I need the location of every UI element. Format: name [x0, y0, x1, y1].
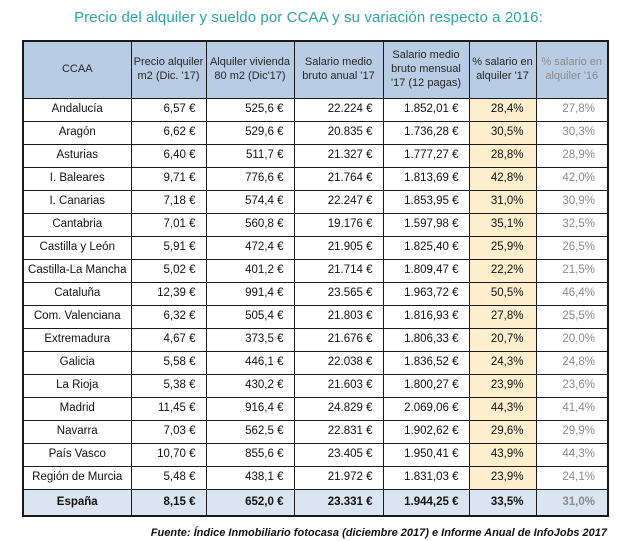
- cell-pct-2017: 22,2%: [469, 260, 536, 283]
- cell-alquiler-80m2: 505,4 €: [206, 306, 294, 329]
- cell-precio-m2: 12,39 €: [131, 283, 206, 306]
- cell-salario-anual: 23.331 €: [294, 490, 383, 517]
- cell-precio-m2: 5,58 €: [131, 352, 206, 375]
- cell-salario-mensual: 1.597,98 €: [383, 214, 469, 237]
- column-header-precio-alquiler-m2: Precio alquiler m2 (Dic. '17): [131, 41, 206, 99]
- cell-ccaa: Extremadura: [23, 329, 131, 352]
- cell-salario-anual: 21.972 €: [294, 467, 383, 490]
- table-row: [23, 237, 608, 260]
- cell-salario-mensual: 1.777,27 €: [383, 145, 469, 168]
- cell-ccaa: Asturias: [23, 145, 131, 168]
- cell-pct-2017: 27,8%: [469, 306, 536, 329]
- column-header-pct-salario-alquiler-16: % salario en alquiler '16: [536, 41, 608, 99]
- cell-ccaa: Andalucía: [23, 99, 131, 122]
- cell-precio-m2: 4,67 €: [131, 329, 206, 352]
- cell-alquiler-80m2: 373,5 €: [206, 329, 294, 352]
- cell-salario-mensual: 1.806,33 €: [383, 329, 469, 352]
- cell-ccaa: Cantabria: [23, 214, 131, 237]
- table-row: [23, 168, 608, 191]
- table-row: [23, 375, 608, 398]
- cell-pct-2017: 31,0%: [469, 191, 536, 214]
- cell-salario-anual: 22.224 €: [294, 99, 383, 122]
- cell-alquiler-80m2: 525,6 €: [206, 99, 294, 122]
- cell-salario-anual: 22.247 €: [294, 191, 383, 214]
- cell-ccaa: I. Canarias: [23, 191, 131, 214]
- cell-pct-2017: 30,5%: [469, 122, 536, 145]
- cell-pct-2017: 24,3%: [469, 352, 536, 375]
- cell-pct-2016: 21,5%: [536, 260, 608, 283]
- cell-pct-2017: 23,9%: [469, 467, 536, 490]
- cell-pct-2016: 23,6%: [536, 375, 608, 398]
- cell-alquiler-80m2: 652,0 €: [206, 490, 294, 517]
- table-row: [23, 191, 608, 214]
- cell-salario-anual: 21.603 €: [294, 375, 383, 398]
- cell-salario-anual: 21.714 €: [294, 260, 383, 283]
- cell-salario-mensual: 1.825,40 €: [383, 237, 469, 260]
- cell-salario-mensual: 1.902,62 €: [383, 421, 469, 444]
- cell-alquiler-80m2: 472,4 €: [206, 237, 294, 260]
- column-header-pct-salario-alquiler-17: % salario en alquiler '17: [469, 41, 536, 99]
- cell-precio-m2: 6,57 €: [131, 99, 206, 122]
- cell-salario-anual: 23.565 €: [294, 283, 383, 306]
- cell-precio-m2: 9,71 €: [131, 168, 206, 191]
- cell-ccaa: Cataluña: [23, 283, 131, 306]
- table-row: [23, 421, 608, 444]
- cell-alquiler-80m2: 562,5 €: [206, 421, 294, 444]
- cell-precio-m2: 7,18 €: [131, 191, 206, 214]
- cell-salario-mensual: 1.944,25 €: [383, 490, 469, 517]
- cell-pct-2016: 46,4%: [536, 283, 608, 306]
- cell-ccaa: Com. Valenciana: [23, 306, 131, 329]
- cell-salario-mensual: 1.800,27 €: [383, 375, 469, 398]
- table-row: [23, 352, 608, 375]
- column-header-ccaa: CCAA: [23, 41, 131, 99]
- cell-ccaa: Aragón: [23, 122, 131, 145]
- cell-ccaa: Castilla y León: [23, 237, 131, 260]
- table-row: [23, 260, 608, 283]
- cell-pct-2016: 24,1%: [536, 467, 608, 490]
- cell-pct-2017: 43,9%: [469, 444, 536, 467]
- cell-ccaa: Madrid: [23, 398, 131, 421]
- cell-alquiler-80m2: 511,7 €: [206, 145, 294, 168]
- table-row: [23, 145, 608, 168]
- cell-pct-2016: 44,3%: [536, 444, 608, 467]
- table-row: [23, 306, 608, 329]
- cell-precio-m2: 5,91 €: [131, 237, 206, 260]
- cell-pct-2016: 27,8%: [536, 99, 608, 122]
- cell-salario-anual: 20.835 €: [294, 122, 383, 145]
- cell-precio-m2: 10,70 €: [131, 444, 206, 467]
- table-row: [23, 122, 608, 145]
- cell-salario-mensual: 1.950,41 €: [383, 444, 469, 467]
- cell-precio-m2: 6,62 €: [131, 122, 206, 145]
- table-row: [23, 398, 608, 421]
- cell-salario-mensual: 1.836,52 €: [383, 352, 469, 375]
- cell-ccaa: Castilla-La Mancha: [23, 260, 131, 283]
- cell-precio-m2: 7,01 €: [131, 214, 206, 237]
- cell-salario-anual: 21.327 €: [294, 145, 383, 168]
- cell-salario-mensual: 2.069,06 €: [383, 398, 469, 421]
- cell-salario-mensual: 1.809,47 €: [383, 260, 469, 283]
- page-title: Precio del alquiler y sueldo por CCAA y su variación respecto a 2016:: [74, 9, 543, 26]
- cell-alquiler-80m2: 438,1 €: [206, 467, 294, 490]
- cell-pct-2016: 26,5%: [536, 237, 608, 260]
- cell-salario-mensual: 1.813,69 €: [383, 168, 469, 191]
- cell-pct-2017: 28,8%: [469, 145, 536, 168]
- cell-precio-m2: 5,02 €: [131, 260, 206, 283]
- cell-salario-anual: 21.676 €: [294, 329, 383, 352]
- cell-precio-m2: 7,03 €: [131, 421, 206, 444]
- table-row: [23, 467, 608, 490]
- cell-alquiler-80m2: 529,6 €: [206, 122, 294, 145]
- cell-precio-m2: 5,48 €: [131, 467, 206, 490]
- header-row: [23, 41, 608, 99]
- cell-alquiler-80m2: 430,2 €: [206, 375, 294, 398]
- cell-salario-anual: 23.405 €: [294, 444, 383, 467]
- cell-pct-2017: 25,9%: [469, 237, 536, 260]
- cell-pct-2016: 41,4%: [536, 398, 608, 421]
- cell-pct-2017: 50,5%: [469, 283, 536, 306]
- cell-alquiler-80m2: 560,8 €: [206, 214, 294, 237]
- table-row: [23, 99, 608, 122]
- cell-pct-2016: 28,9%: [536, 145, 608, 168]
- cell-alquiler-80m2: 916,4 €: [206, 398, 294, 421]
- cell-alquiler-80m2: 991,4 €: [206, 283, 294, 306]
- cell-precio-m2: 6,32 €: [131, 306, 206, 329]
- cell-salario-anual: 21.803 €: [294, 306, 383, 329]
- cell-salario-mensual: 1.852,01 €: [383, 99, 469, 122]
- source-note: Fuente: Índice Inmobiliario fotocasa (diciembre 2017) e Informe Anual de InfoJobs 2017: [150, 527, 607, 539]
- cell-pct-2017: 28,4%: [469, 99, 536, 122]
- cell-precio-m2: 8,15 €: [131, 490, 206, 517]
- total-row: [23, 490, 608, 517]
- table-row: [23, 283, 608, 306]
- cell-ccaa: Navarra: [23, 421, 131, 444]
- cell-pct-2016: 20,0%: [536, 329, 608, 352]
- cell-precio-m2: 11,45 €: [131, 398, 206, 421]
- cell-salario-anual: 21.905 €: [294, 237, 383, 260]
- cell-ccaa: La Rioja: [23, 375, 131, 398]
- cell-alquiler-80m2: 401,2 €: [206, 260, 294, 283]
- cell-salario-anual: 19.176 €: [294, 214, 383, 237]
- column-header-alquiler-vivienda-80m2: Alquiler vivienda 80 m2 (Dic'17): [206, 41, 294, 99]
- rent-salary-table: [22, 40, 609, 517]
- cell-alquiler-80m2: 446,1 €: [206, 352, 294, 375]
- cell-salario-mensual: 1.816,93 €: [383, 306, 469, 329]
- cell-pct-2017: 20,7%: [469, 329, 536, 352]
- cell-pct-2016: 29,9%: [536, 421, 608, 444]
- column-header-salario-bruto-mensual: Salario medio bruto mensual '17 (12 pagas): [383, 41, 469, 99]
- cell-pct-2017: 29,6%: [469, 421, 536, 444]
- table-row: [23, 329, 608, 352]
- cell-pct-2017: 44,3%: [469, 398, 536, 421]
- cell-ccaa: Región de Murcia: [23, 467, 131, 490]
- cell-pct-2016: 31,0%: [536, 490, 608, 517]
- cell-salario-mensual: 1.736,28 €: [383, 122, 469, 145]
- cell-pct-2016: 32,5%: [536, 214, 608, 237]
- table-row: [23, 214, 608, 237]
- cell-salario-anual: 21.764 €: [294, 168, 383, 191]
- cell-pct-2016: 30,9%: [536, 191, 608, 214]
- cell-salario-anual: 24.829 €: [294, 398, 383, 421]
- cell-salario-mensual: 1.963,72 €: [383, 283, 469, 306]
- cell-pct-2017: 33,5%: [469, 490, 536, 517]
- cell-alquiler-80m2: 855,6 €: [206, 444, 294, 467]
- cell-salario-mensual: 1.853,95 €: [383, 191, 469, 214]
- cell-pct-2017: 35,1%: [469, 214, 536, 237]
- cell-precio-m2: 5,38 €: [131, 375, 206, 398]
- cell-salario-anual: 22.038 €: [294, 352, 383, 375]
- cell-pct-2016: 30,3%: [536, 122, 608, 145]
- cell-pct-2016: 24,8%: [536, 352, 608, 375]
- cell-alquiler-80m2: 776,6 €: [206, 168, 294, 191]
- cell-pct-2017: 42,8%: [469, 168, 536, 191]
- column-header-salario-bruto-anual: Salario medio bruto anual '17: [294, 41, 383, 99]
- cell-ccaa: España: [23, 490, 131, 517]
- cell-salario-mensual: 1.831,03 €: [383, 467, 469, 490]
- cell-salario-anual: 22.831 €: [294, 421, 383, 444]
- cell-pct-2016: 25,5%: [536, 306, 608, 329]
- cell-pct-2016: 42,0%: [536, 168, 608, 191]
- cell-ccaa: I. Baleares: [23, 168, 131, 191]
- cell-pct-2017: 23,9%: [469, 375, 536, 398]
- cell-precio-m2: 6,40 €: [131, 145, 206, 168]
- cell-ccaa: País Vasco: [23, 444, 131, 467]
- cell-ccaa: Galicia: [23, 352, 131, 375]
- table-row: [23, 444, 608, 467]
- cell-alquiler-80m2: 574,4 €: [206, 191, 294, 214]
